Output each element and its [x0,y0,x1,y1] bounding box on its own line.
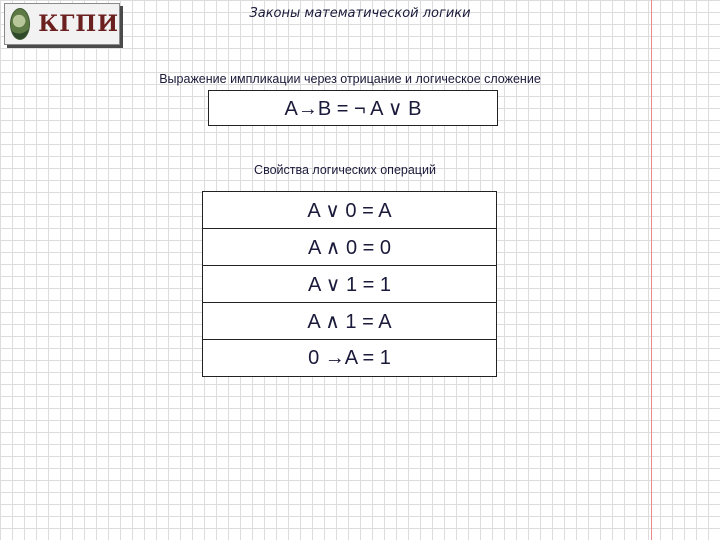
property-formula: A ∧ 0 = 0 [307,236,392,259]
table-row [203,302,496,339]
table-row [203,339,496,376]
properties-caption: Свойства логических операций [254,163,436,177]
table-row [203,192,496,228]
notebook-margin-line [651,0,652,540]
implication-caption: Выражение импликации через отрицание и логическое сложение [159,72,541,86]
table-row [203,228,496,265]
property-formula: A ∧ 1 = A [307,310,392,333]
implication-formula: A→B = ¬ A ∨ B [284,97,422,120]
implication-formula-box [208,90,498,126]
property-formula: A ∨ 1 = 1 [307,273,392,296]
logo-text: КГПИ [38,11,119,37]
properties-table [202,191,497,377]
property-formula: A ∨ 0 = A [307,199,392,222]
property-formula: 0 →A = 1 [308,346,391,369]
page-title: Законы математической логики [249,6,471,21]
table-row [203,265,496,302]
